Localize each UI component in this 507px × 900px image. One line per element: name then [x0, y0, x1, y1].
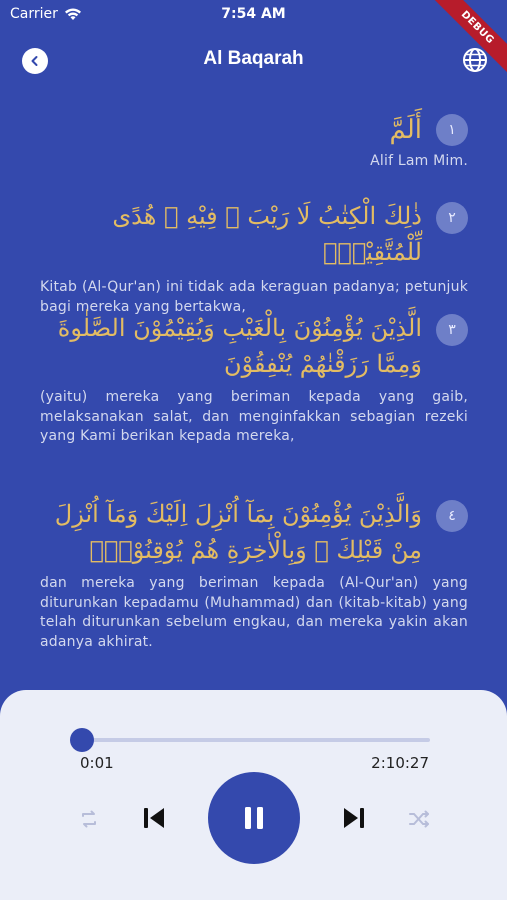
ayah-arabic-text: ذٰلِكَ الْكِتٰبُ لَا رَيْبَ ۛ فِيْهِ ۛ هُدًى لِّلْمُتَّقِيْنَۙ [112, 202, 422, 266]
ayah-translation: Kitab (Al-Qur'an) ini tidak ada keraguan padanya; petunjuk bagi mereka yang bertakwa, [40, 279, 468, 315]
current-time: 0:01 [80, 754, 114, 772]
status-time: 7:54 AM [221, 6, 286, 22]
shuffle-icon [407, 807, 431, 831]
total-time: 2:10:27 [371, 754, 429, 772]
skip-next-icon [341, 805, 367, 831]
next-button[interactable] [338, 802, 370, 834]
repeat-icon [77, 807, 101, 831]
ayah-number-badge: ٣ [436, 314, 468, 346]
ayah-list[interactable] [0, 100, 507, 710]
ayah-item[interactable] [40, 112, 468, 172]
ayah-item[interactable] [40, 198, 468, 317]
previous-button[interactable] [138, 802, 170, 834]
ayah-number-badge: ١ [436, 114, 468, 146]
skip-previous-icon [141, 805, 167, 831]
ayah-translation: Alif Lam Mim. [370, 153, 468, 169]
debug-banner: DEBUG [428, 0, 507, 77]
language-button[interactable] [461, 46, 489, 74]
globe-icon [461, 46, 489, 74]
ayah-arabic-text: وَالَّذِيْنَ يُؤْمِنُوْنَ بِمَآ اُنْزِلَ اِلَيْكَ وَمَآ اُنْزِلَ مِنْ قَبْلِكَ ۚ وَبِالْاٰخِرَةِ هُمْ يُوْقِنُوْنَۗ [54, 500, 422, 564]
progress-thumb[interactable] [70, 728, 94, 752]
page-title: Al Baqarah [203, 48, 304, 69]
ayah-translation: dan mereka yang beriman kepada (Al-Qur'an) yang diturunkan kepadamu (Muhammad) dan (kitab-kitab) yang telah diturunkan sebelum engkau, dan mereka yakin akan adanya akhirat. [40, 575, 468, 650]
repeat-button[interactable] [74, 804, 104, 834]
ayah-number-badge: ٤ [436, 500, 468, 532]
ayah-item[interactable] [40, 496, 468, 652]
ayah-item[interactable] [40, 310, 468, 447]
ayah-translation: (yaitu) mereka yang beriman kepada yang gaib, melaksanakan salat, dan menginfakkan sebagian rezeki yang Kami berikan kepada mereka, [40, 389, 468, 444]
pause-icon [243, 805, 265, 831]
carrier-label: Carrier [10, 6, 58, 22]
audio-player [0, 690, 507, 900]
ayah-arabic-text: أَلَمَّ [389, 115, 422, 145]
app-header [0, 40, 507, 80]
pause-button[interactable] [208, 772, 300, 864]
shuffle-button[interactable] [404, 804, 434, 834]
status-bar [0, 0, 507, 30]
ayah-number-badge: ٢ [436, 202, 468, 234]
ayah-arabic-text: الَّذِيْنَ يُؤْمِنُوْنَ بِالْغَيْبِ وَيُقِيْمُوْنَ الصَّلٰوةَ وَمِمَّا رَزَقْنٰهُمْ يُنْفِقُوْنَ [57, 314, 422, 378]
progress-track[interactable] [82, 738, 430, 742]
